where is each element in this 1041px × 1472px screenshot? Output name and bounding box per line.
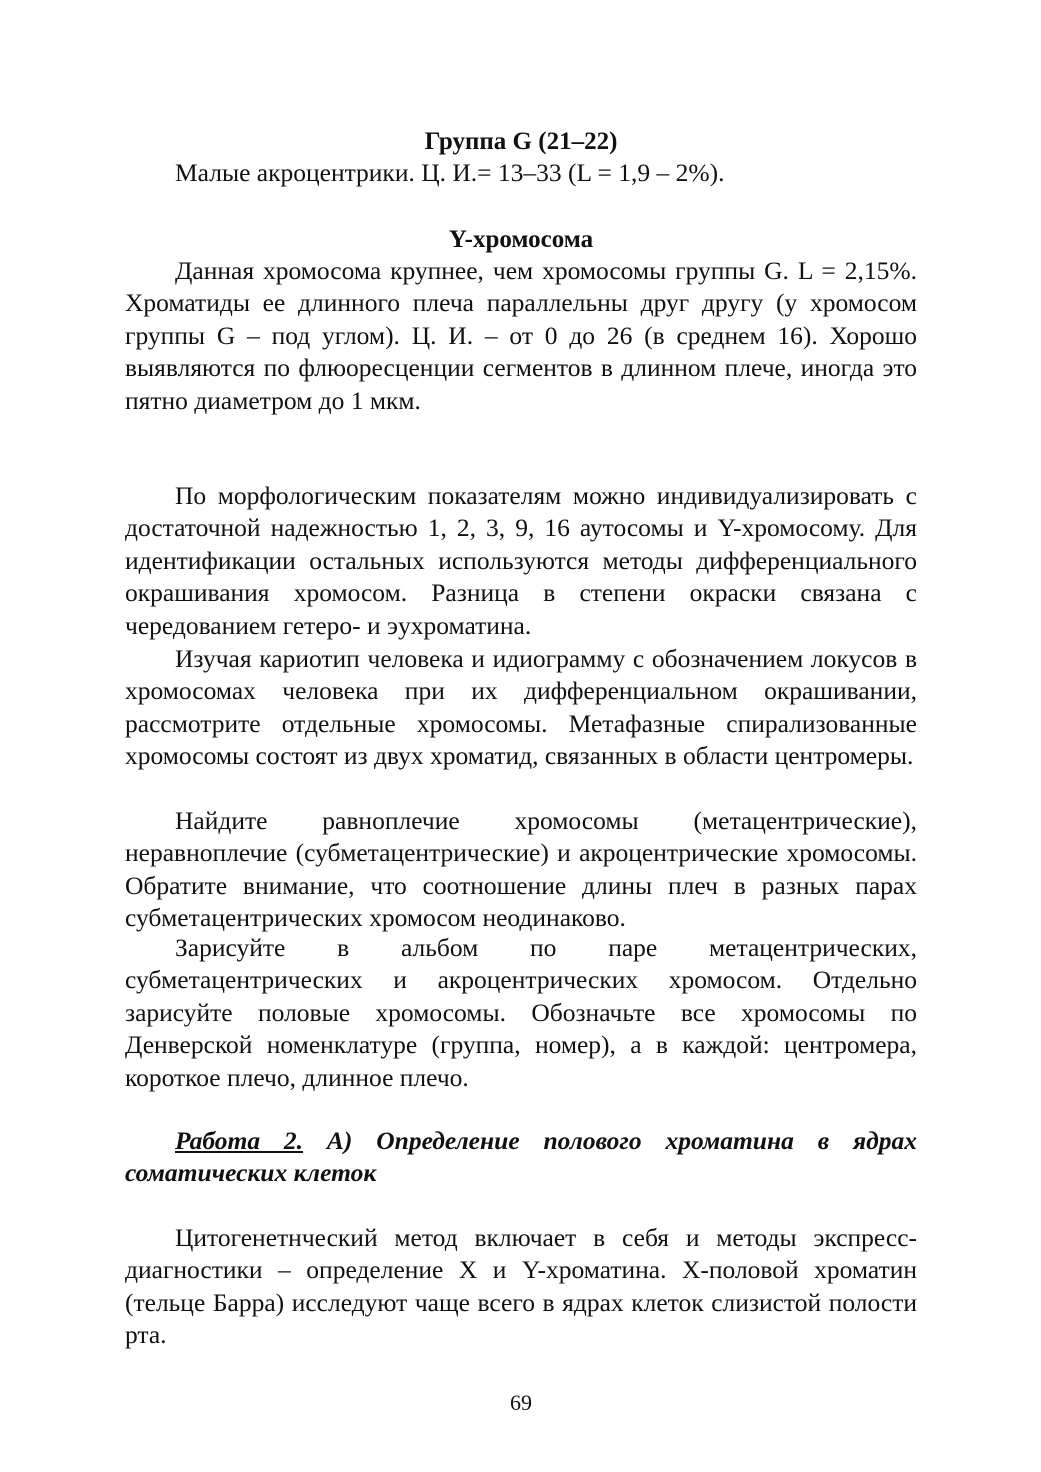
group-g-text: Малые акроцентрики. Ц. И.= 13–33 (L = 1,9 – 2%). (175, 158, 725, 187)
paragraph-find-chromosomes: Найдите равноплечие хромосомы (метацентрические), неравноплечие (субметацентрические) и акроцентрические хромосомы. Обратите внимание, что соотношение длины плеч в разных парах субметацентрических хромосом неодинаково. (125, 806, 917, 933)
paragraph-morphology: По морфологическим показателям можно индивидуализировать с достаточной надежностью 1, 2, 3, 9, 16 аутосомы и Y-хромосому. Для идентификации остальных используются методы дифференциального окрашивания хромосом. Разница в степени окраски связана с чередованием гетеро- и эухроматина. (125, 481, 917, 640)
paragraph-cytogenetic-method: Цитогенетнческий метод включает в себя и методы экспресс-диагностики – определение X и Y-хроматина. X-половой хроматин (тельце Барра) исследуют чаще всего в ядрах клеток слизистой полости рта. (125, 1223, 917, 1350)
document-page (125, 0, 917, 1472)
work-2-label: Работа 2. (175, 1126, 304, 1155)
work-2-title (125, 1125, 917, 1190)
group-g-heading: Группа G (21–22) (424, 128, 618, 155)
page-number: 69 (510, 1390, 532, 1415)
work-2-title-text: А) Определение полового хроматина в ядрах соматических клеток (125, 1126, 917, 1188)
paragraph-draw-instructions: Зарисуйте в альбом по паре метацентрических, субметацентрических и акроцентрических хромосом. Отдельно зарисуйте половые хромосомы. Обозначьте все хромосомы по Денверской номенклатуре (группа, номер), а в каждой: центромера, короткое плечо, длинное плечо. (125, 933, 917, 1092)
y-chromosome-text: Данная хромосома крупнее, чем хромосомы группы G. L = 2,15%. Хроматиды ее длинного плеча параллельны друг другу (у хромосом группы G – под углом). Ц. И. – от 0 до 26 (в среднем 16). Хорошо выявляются по флюоресценции сегментов в длинном плече, иногда это пятно диаметром до 1 мкм. (125, 256, 917, 415)
paragraph-karyotype: Изучая кариотип человека и идиограмму с обозначением локусов в хромосомах человека при их дифференциальном окрашивании, рассмотрите отдельные хромосомы. Метафазные спирализованные хромосомы состоят из двух хроматид, связанных в области центромеры. (125, 644, 917, 771)
y-chromosome-heading: Y-хромосома (448, 226, 594, 253)
